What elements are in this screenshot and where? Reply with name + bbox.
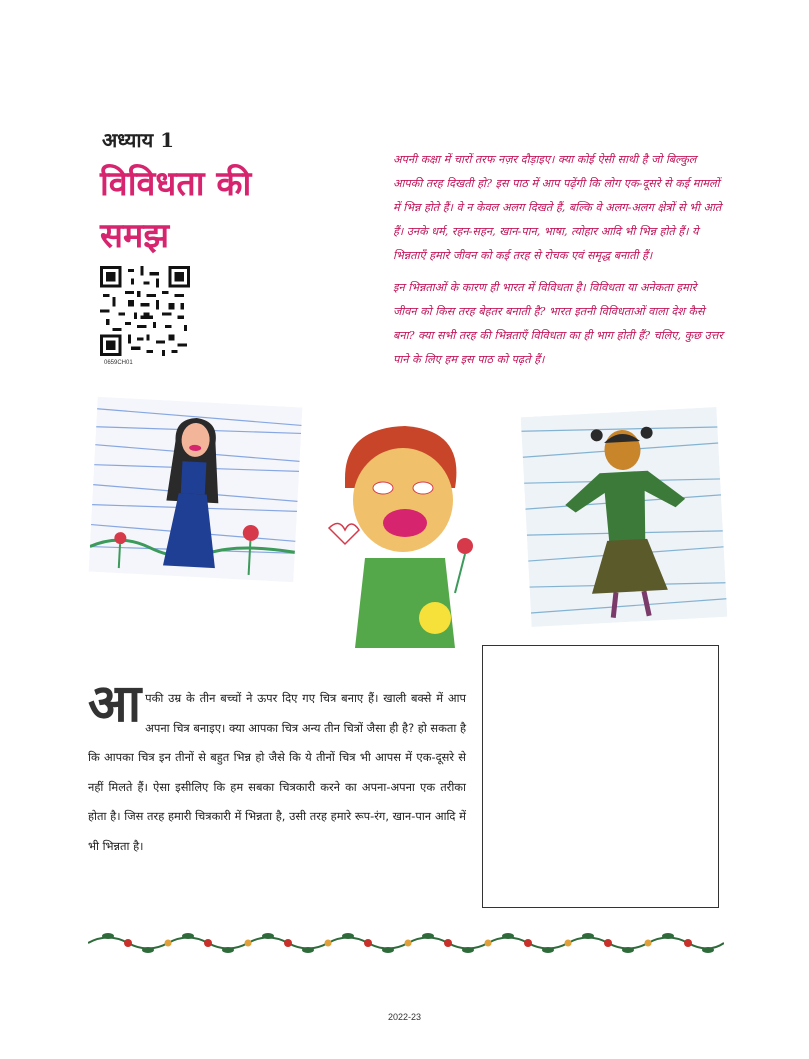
blank-drawing-box[interactable] (482, 645, 719, 908)
page-number: 2022-23 (387, 1012, 422, 1022)
child-drawing-boy-with-flower (315, 418, 485, 648)
chapter-label: अध्याय 1 (102, 128, 175, 152)
child-drawing-girl-green-dress (521, 407, 728, 627)
chapter-title: विविधता की समझ (100, 164, 252, 256)
intro-paragraph-2: इन भिन्नताओं के कारण ही भारत में विविधता है। विविधता या अनेकता हमारे जीवन को किस तरह बेहतर बनाती है? भारत इतनी विविधताओं वाला देश कैसे बना? क्या सभी तरह की भिन्नताएँ विविधता का ही भाग होती हैं? चलिए, कुछ उत्तर पाने के लिए हम इस पाठ को पढ़ते हैं। (393, 281, 723, 366)
body-text (88, 674, 466, 861)
qr-code-icon (100, 266, 190, 356)
drop-cap: आ (88, 674, 142, 734)
child-drawing-girl-blue-dress (89, 397, 303, 582)
qr-code-id: 0659CH01 (104, 360, 133, 366)
decorative-floral-border (88, 926, 724, 960)
body-paragraph: पकी उम्र के तीन बच्चों ने ऊपर दिए गए चित्र बनाए हैं। खाली बक्से में आप अपना चित्र बनाइए। क्या आपका चित्र अन्य तीन चित्रों जैसा ही है? हो सकता है कि आपका चित्र इन तीनों से बहुत भिन्न हो जैसे कि ये तीनों चित्र भी आपस में एक-दूसरे से नहीं मिलते हैं। ऐसा इसीलिए कि हम सबका चित्रकारी करने का अपना-अपना एक तरीका होता है। जिस तरह हमारी चित्रकारी में भिन्नता है, उसी तरह हमारे रूप-रंग, खान-पान आदि में भी भिन्नता है। (88, 691, 466, 853)
intro-paragraph-1: अपनी कक्षा में चारों तरफ नज़र दौड़ाइए। क्या कोई ऐसी साथी है जो बिल्कुल आपकी तरह दिखती हो? इस पाठ में आप पढ़ेंगी कि लोग एक-दूसरे से कई मामलों में भिन्न होते हैं। वे न केवल अलग दिखते हैं, बल्कि वे अलग-अलग क्षेत्रों से भी आते हैं। उनके धर्म, रहन-सहन, खान-पान, भाषा, त्योहार आदि भी भिन्न होते हैं। ये भिन्नताएँ हमारे जीवन को कई तरह से रोचक एवं समृद्ध बनाती हैं। (393, 153, 722, 262)
intro-text (393, 148, 723, 380)
